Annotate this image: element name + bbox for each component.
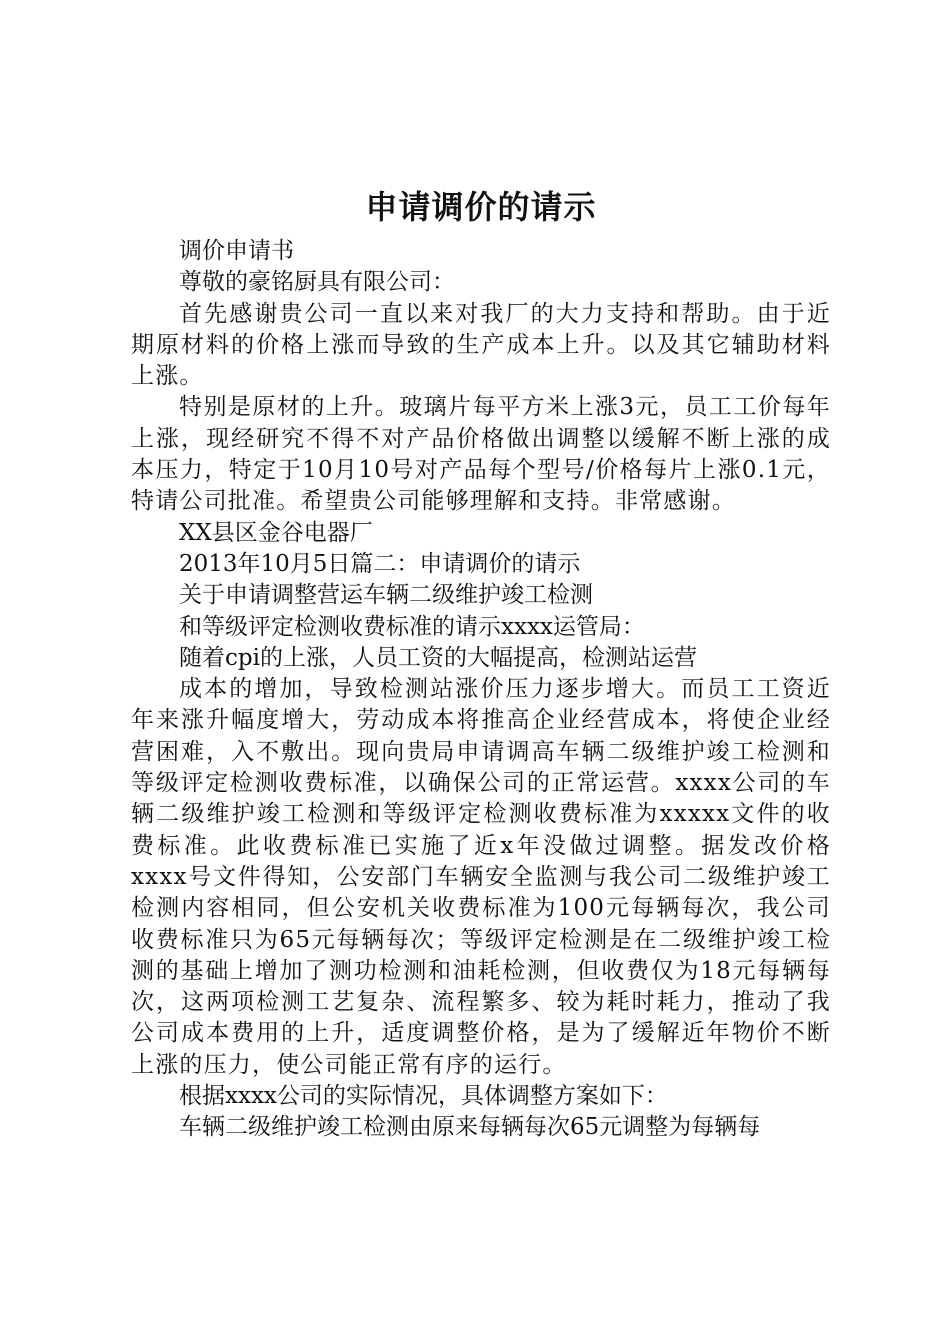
paragraph-thanks: 首先感谢贵公司一直以来对我厂的大力支持和帮助。由于近期原材料的价格上涨而导致的生产成本上升。以及其它辅助材料上涨。 (131, 300, 831, 390)
paragraph-cost-increase: 成本的增加，导致检测站涨价压力逐步增大。而员工工资近年来涨升幅度增大，劳动成本将推高企业经营成本，将使企业经营困难，入不敷出。现向贵局申请调高车辆二级维护竣工检测和等级评定检测收费标准，以确保公司的正常运营。xxxx公司的车辆二级维护竣工检测和等级评定检测收费标准为xxxxx文件的收费标准。此收费标准已实施了近x年没做过调整。据发改价格xxxx号文件得知，公安部门车辆安全监测与我公司二级维护竣工检测内容相同，但公安机关收费标准为100元每辆每次，我公司收费标准只为65元每辆每次；等级评定检测是在二级维护竣工检测的基础上增加了测功检测和油耗检测，但收费仅为18元每辆每次，这两项检测工艺复杂、流程繁多、较为耗时耗力，推动了我公司成本费用的上升，适度调整价格，是为了缓解近年物价不断上涨的压力，使公司能正常有序的运行。 (131, 676, 831, 1078)
paragraph-price-increase: 特别是原材的上升。玻璃片每平方米上涨3元，员工工价每年上涨，现经研究不得不对产品价格做出调整以缓解不断上涨的成本压力，特定于10月10号对产品每个型号/价格每片上涨0.1元，特请公司批准。希望贵公司能够理解和支持。非常感谢。 (131, 394, 831, 515)
paragraph-cpi: 随着cpi的上涨，人员工资的大幅提高，检测站运营 (179, 644, 697, 671)
document-body (131, 236, 831, 1144)
paragraph-date: 2013年10月5日篇二：申请调价的请示 (179, 550, 581, 577)
paragraph-sender: XX县区金谷电器厂 (179, 519, 373, 546)
paragraph-subject-line-1: 关于申请调整营运车辆二级维护竣工检测 (179, 582, 593, 609)
paragraph-salutation: 尊敬的豪铭厨具有限公司： (179, 269, 455, 296)
paragraph-heading: 调价申请书 (179, 238, 294, 264)
paragraph-adjustment-detail: 车辆二级维护竣工检测由原来每辆每次65元调整为每辆每 (179, 1114, 761, 1141)
document-title: 申请调价的请示 (365, 188, 597, 226)
paragraph-adjustment-plan: 根据xxxx公司的实际情况，具体调整方案如下： (179, 1083, 668, 1110)
paragraph-subject-line-2: 和等级评定检测收费标准的请示xxxx运管局： (179, 613, 645, 640)
